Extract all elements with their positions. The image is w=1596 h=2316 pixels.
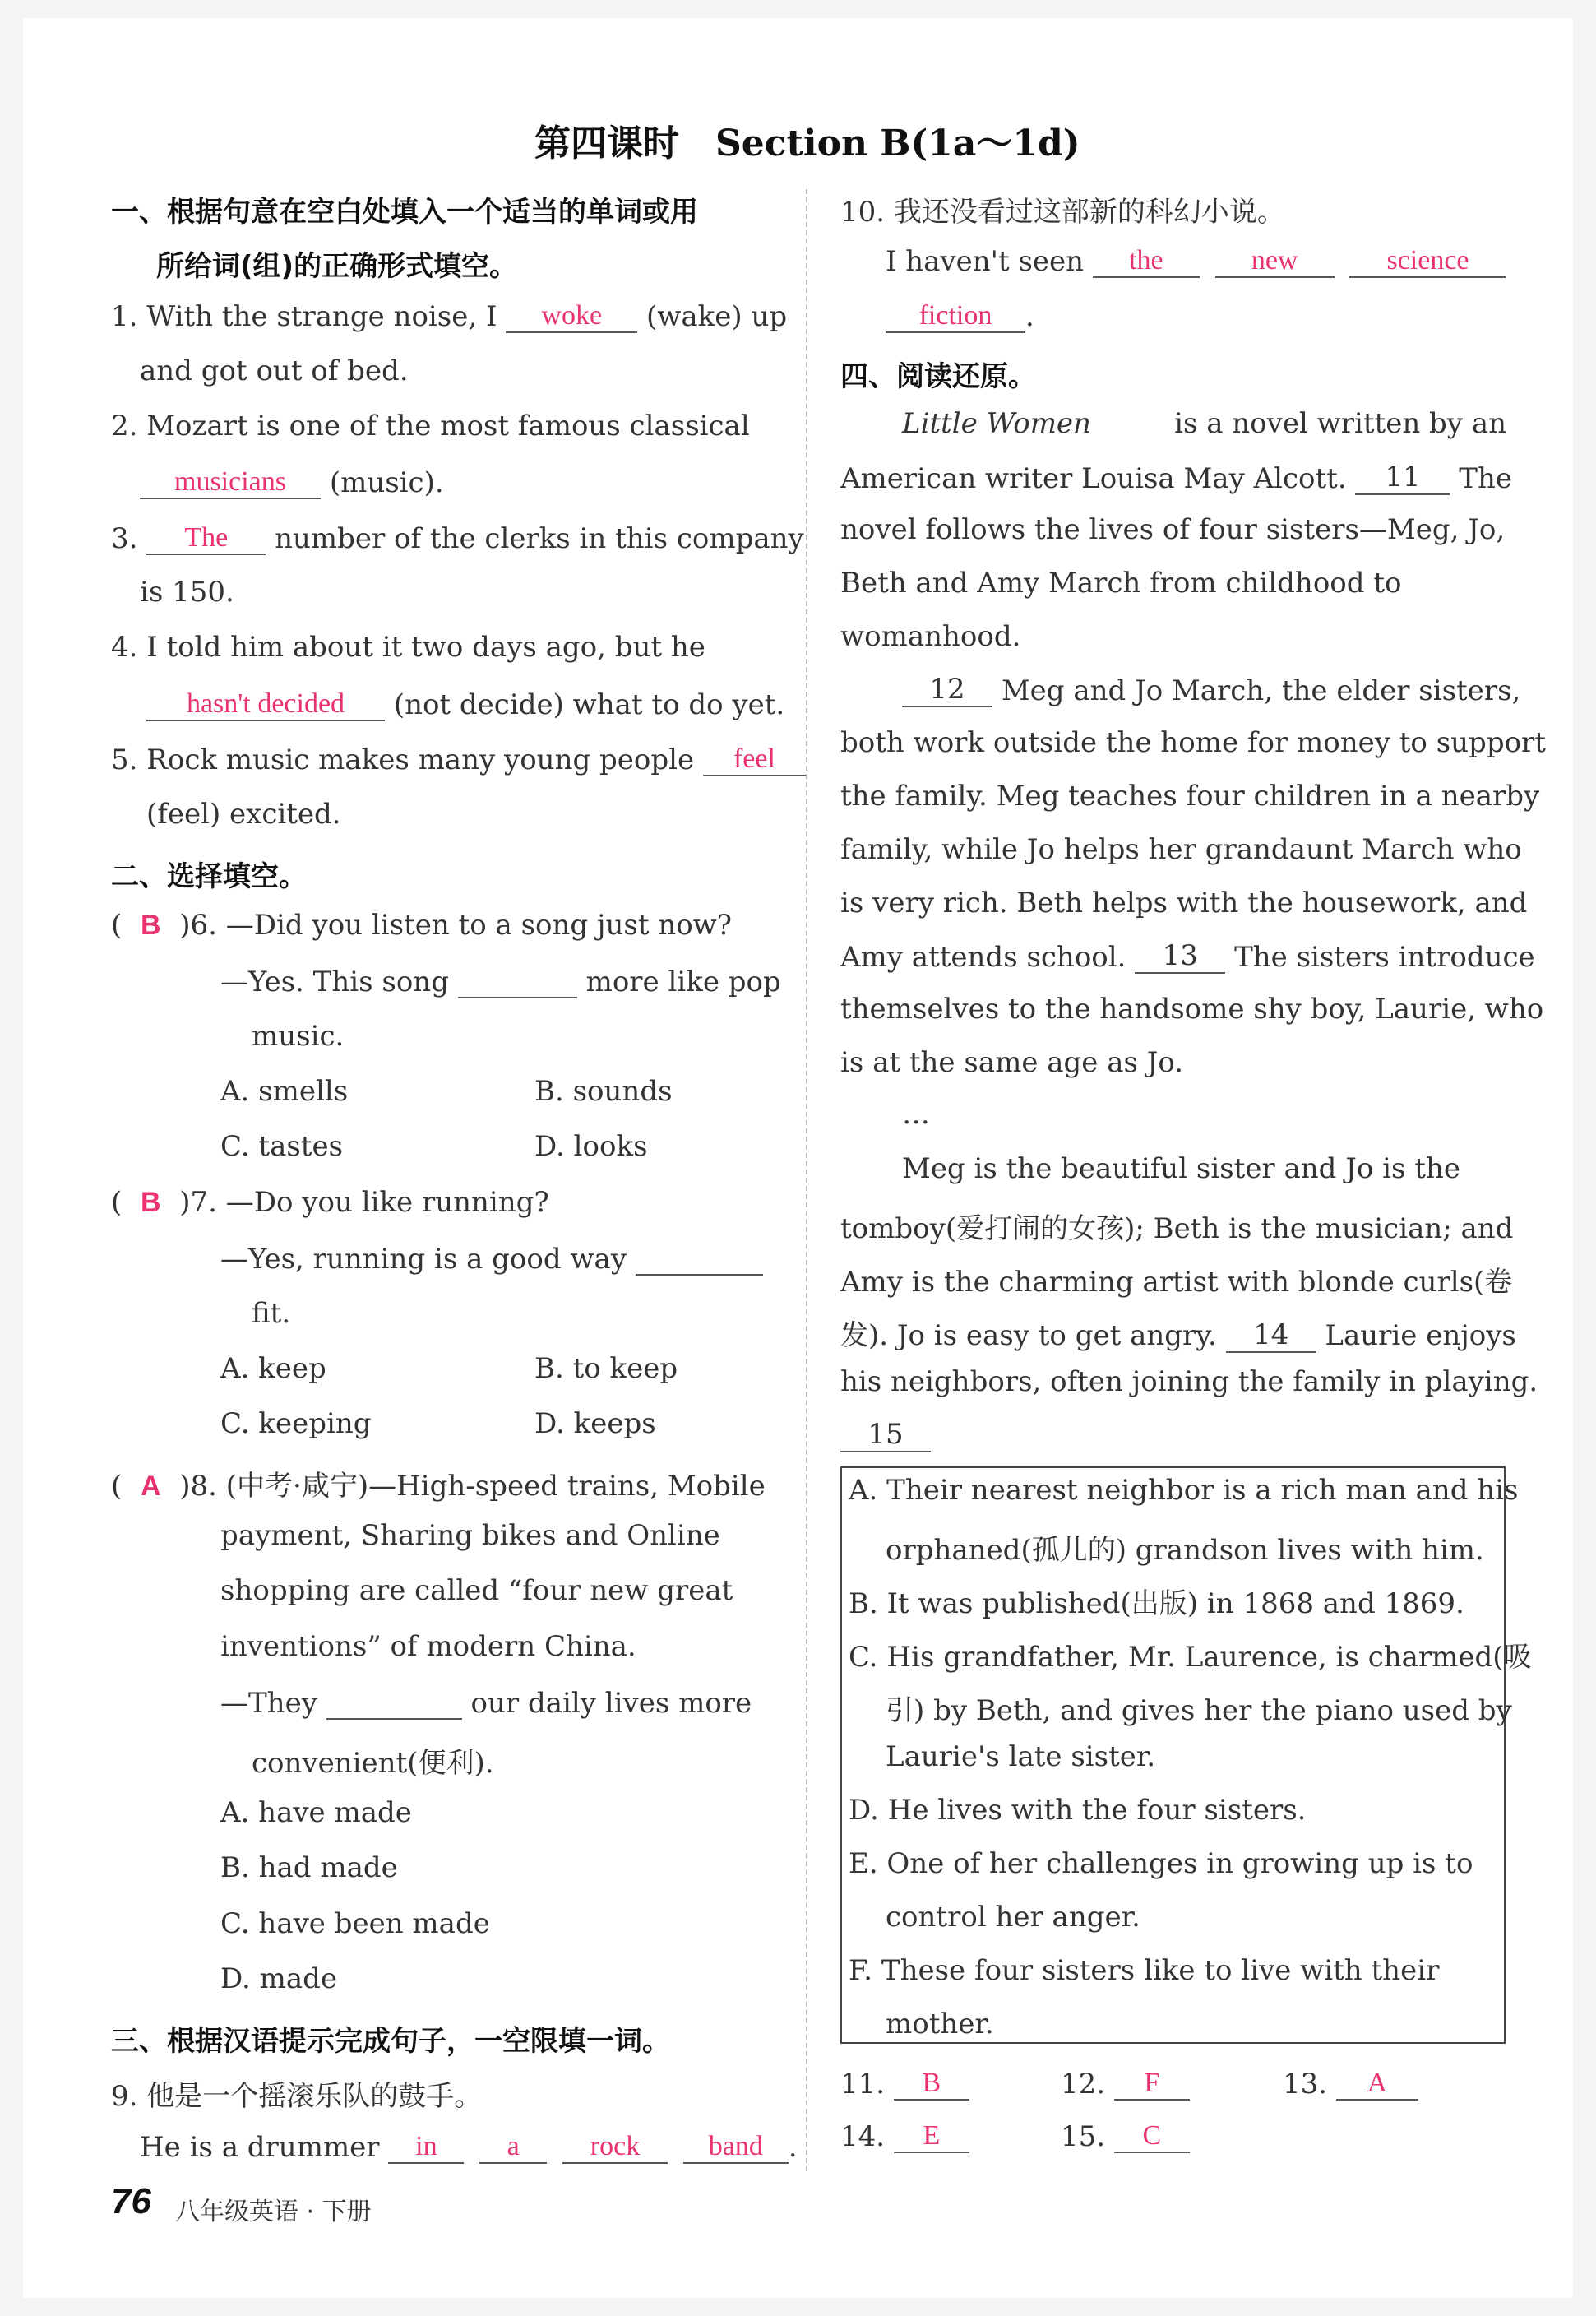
option-d[interactable]: D. He lives with the four sisters. xyxy=(849,1794,1307,1827)
option-b[interactable]: B. It was published(出版) in 1868 and 1869. xyxy=(849,1587,1464,1620)
passage-line-7: both work outside the home for money to support xyxy=(840,726,1546,759)
column-divider xyxy=(806,189,807,2171)
q10-chinese: 10. 我还没看过这部新的科幻小说。 xyxy=(840,196,1285,229)
q8-answer[interactable]: A xyxy=(140,1471,161,1502)
q6-option-a[interactable]: A. smells xyxy=(220,1075,349,1108)
q8-text-6: our daily lives more xyxy=(470,1687,752,1720)
q2-line-2 xyxy=(140,465,444,499)
q7-line-2 xyxy=(220,1241,763,1276)
blank-13[interactable] xyxy=(1135,939,1225,974)
q10-blank-4[interactable] xyxy=(886,299,1025,333)
passage-line-6 xyxy=(902,673,1520,707)
q10-answer-4: fiction xyxy=(918,300,992,331)
section1-heading-2: 所给词(组)的正确形式填空。 xyxy=(156,250,518,283)
blank-12[interactable] xyxy=(902,673,992,707)
q9-answer-2: a xyxy=(507,2131,520,2161)
q6-line: ( B )6. —Did you listen to a song just now? xyxy=(111,909,733,942)
q1-answer: woke xyxy=(541,300,603,331)
passage-line-1 xyxy=(902,407,1506,440)
q1-hint: (wake) up xyxy=(646,300,788,333)
answer-14 xyxy=(840,2119,969,2153)
q9-line xyxy=(140,2129,798,2164)
answer-15-blank[interactable] xyxy=(1114,2119,1190,2153)
passage-line-17 xyxy=(840,1313,1516,1353)
q9-blank-3[interactable] xyxy=(562,2129,668,2164)
q6-text-2: —Yes. This song xyxy=(220,966,449,998)
q1-text: 1. With the strange noise, I xyxy=(111,300,497,333)
passage-ellipsis: … xyxy=(902,1098,930,1131)
answer-13 xyxy=(1283,2066,1418,2101)
answer-13-blank[interactable] xyxy=(1336,2066,1418,2101)
q7-text-2: —Yes, running is a good way xyxy=(220,1243,627,1276)
q10-answer-3: science xyxy=(1386,245,1469,276)
q3-text: number of the clerks in this company xyxy=(275,522,804,555)
q3-line xyxy=(111,521,804,555)
section1-heading: 一、根据句意在空白处填入一个适当的单词或用 xyxy=(111,196,698,229)
q9-text: He is a drummer xyxy=(140,2131,380,2164)
q5-blank[interactable] xyxy=(703,742,806,776)
answer-12-blank[interactable] xyxy=(1114,2066,1190,2101)
answer-14-blank[interactable] xyxy=(894,2119,969,2153)
q10-period: . xyxy=(1025,300,1034,333)
passage-line-8: the family. Meg teaches four children in a nearby xyxy=(840,780,1540,813)
passage-line-14: Meg is the beautiful sister and Jo is the xyxy=(902,1152,1460,1185)
blank-11[interactable] xyxy=(1355,461,1450,495)
q5-text: 5. Rock music makes many young people xyxy=(111,743,695,776)
q9-answer-4: band xyxy=(708,2131,763,2161)
q10-line-2 xyxy=(886,299,1034,333)
book-title: Little Women xyxy=(902,407,1091,440)
passage-line-18: his neighbors, often joining the family in playing. xyxy=(840,1365,1538,1398)
answer-11-blank[interactable] xyxy=(894,2066,969,2101)
blank-14[interactable] xyxy=(1226,1318,1316,1353)
passage-line-12: themselves to the handsome shy boy, Laurie, who xyxy=(840,993,1544,1026)
q1-line-2: and got out of bed. xyxy=(140,354,409,387)
q9-answer-3: rock xyxy=(590,2131,641,2161)
q9-period: . xyxy=(788,2131,798,2164)
q10-blank-3[interactable] xyxy=(1349,243,1506,278)
passage-text-6: Meg and Jo March, the elder sisters, xyxy=(1001,674,1521,707)
option-e[interactable]: E. One of her challenges in growing up is to xyxy=(849,1847,1473,1880)
passage-line-9: family, while Jo helps her grandaunt March who xyxy=(840,833,1522,866)
q4-hint: (not decide) what to do yet. xyxy=(393,688,785,721)
section2-heading: 二、选择填空。 xyxy=(111,860,307,893)
q10-text: I haven't seen xyxy=(886,245,1085,278)
passage-line-2 xyxy=(840,461,1512,495)
answer-13-value: A xyxy=(1367,2068,1388,2098)
q4-answer: hasn't decided xyxy=(186,688,345,719)
q1-blank[interactable] xyxy=(506,299,637,333)
answer-14-value: E xyxy=(923,2120,941,2151)
answer-15-num: 15. xyxy=(1061,2120,1106,2153)
q7-text: )7. —Do you like running? xyxy=(179,1186,549,1219)
q8-blank[interactable] xyxy=(326,1685,462,1720)
q6-option-b[interactable]: B. sounds xyxy=(534,1075,673,1108)
q5-line-2: (feel) excited. xyxy=(146,798,341,831)
q4-line-2 xyxy=(146,687,784,721)
q7-line-3: fit. xyxy=(252,1297,291,1330)
blank-15-label: 15 xyxy=(867,1418,904,1451)
q6-text: )6. —Did you listen to a song just now? xyxy=(179,909,733,942)
q10-blank-1[interactable] xyxy=(1093,243,1200,278)
q3-answer: The xyxy=(184,522,229,553)
answer-11 xyxy=(840,2066,969,2101)
q7-option-a[interactable]: A. keep xyxy=(220,1352,326,1385)
blank-13-label: 13 xyxy=(1162,939,1198,972)
option-c-cont: 引) by Beth, and gives her the piano used by xyxy=(886,1694,1512,1727)
q7-option-b[interactable]: B. to keep xyxy=(534,1352,678,1385)
answer-12-value: F xyxy=(1144,2068,1160,2098)
q8-option-b[interactable]: B. had made xyxy=(220,1851,398,1884)
option-c[interactable]: C. His grandfather, Mr. Laurence, is charmed(吸 xyxy=(849,1641,1532,1674)
q7-answer[interactable]: B xyxy=(140,1187,161,1218)
q6-option-c[interactable]: C. tastes xyxy=(220,1130,344,1163)
answer-15-value: C xyxy=(1142,2120,1162,2151)
q9-answer-1: in xyxy=(415,2131,437,2161)
q6-text-3: more like pop xyxy=(585,966,781,998)
q10-blank-2[interactable] xyxy=(1215,243,1335,278)
passage-line-4: Beth and Amy March from childhood to xyxy=(840,567,1402,600)
passage-line-3: novel follows the lives of four sisters—Meg, Jo, xyxy=(840,513,1506,546)
q3-num: 3. xyxy=(111,522,138,555)
q8-line-3: shopping are called “four new great xyxy=(220,1574,733,1607)
passage-line-11 xyxy=(840,939,1535,974)
q8-text-5: —They xyxy=(220,1687,317,1720)
q3-blank[interactable] xyxy=(146,521,266,555)
answer-11-value: B xyxy=(922,2068,941,2098)
passage-text-17: 发). Jo is easy to get angry. xyxy=(840,1319,1217,1352)
page-title: 第四课时 Section B(1a～1d) xyxy=(534,123,1080,164)
blank-12-label: 12 xyxy=(929,673,965,706)
blank-11-label: 11 xyxy=(1385,461,1421,493)
q8-line-4: inventions” of modern China. xyxy=(220,1630,636,1663)
option-e-cont: control her anger. xyxy=(886,1901,1140,1934)
option-a[interactable]: A. Their nearest neighbor is a rich man and his xyxy=(849,1474,1519,1507)
q8-option-a[interactable]: A. have made xyxy=(220,1796,412,1829)
passage-text-1: is a novel written by an xyxy=(1174,407,1506,440)
answer-15 xyxy=(1061,2119,1190,2153)
option-f-cont: mother. xyxy=(886,2008,994,2040)
answer-13-num: 13. xyxy=(1283,2068,1328,2101)
answer-11-num: 11. xyxy=(840,2068,886,2101)
q7-option-c[interactable]: C. keeping xyxy=(220,1407,372,1440)
q9-blank-4[interactable] xyxy=(683,2129,789,2164)
passage-text-3: The xyxy=(1459,462,1512,495)
page-number: 76 xyxy=(111,2181,151,2221)
passage-line-16: Amy is the charming artist with blonde curls(卷 xyxy=(840,1266,1513,1299)
book-name: 八年级英语 · 下册 xyxy=(175,2198,372,2226)
passage-line-13: is at the same age as Jo. xyxy=(840,1046,1184,1079)
q2-line xyxy=(111,410,750,442)
q9-blank-2[interactable] xyxy=(479,2129,547,2164)
answer-12-num: 12. xyxy=(1061,2068,1106,2101)
q9-blank-1[interactable] xyxy=(388,2129,464,2164)
section4-heading: 四、阅读还原。 xyxy=(840,360,1036,393)
q5-answer: feel xyxy=(733,743,775,774)
q10-line xyxy=(886,243,1506,278)
q1-line xyxy=(111,299,787,333)
q6-line-3: music. xyxy=(252,1020,345,1053)
passage-text-2: American writer Louisa May Alcott. xyxy=(840,462,1347,495)
passage-text-18: Laurie enjoys xyxy=(1325,1319,1516,1352)
q8-option-c[interactable]: C. have been made xyxy=(220,1907,490,1940)
q2-blank[interactable] xyxy=(140,465,321,499)
q4-blank[interactable] xyxy=(146,687,385,721)
section3-heading: 三、根据汉语提示完成句子，一空限填一词。 xyxy=(111,2025,670,2058)
passage-text-12: The sisters introduce xyxy=(1234,941,1535,974)
passage-line-15: tomboy(爱打闹的女孩); Beth is the musician; and xyxy=(840,1212,1514,1245)
q3-line-2: is 150. xyxy=(140,576,234,609)
q8-text: )8. (中考·咸宁)—High-speed trains, Mobile xyxy=(179,1470,766,1503)
answer-14-num: 14. xyxy=(840,2120,886,2153)
q4-line: 4. I told him about it two days ago, but he xyxy=(111,631,705,664)
q7-option-d[interactable]: D. keeps xyxy=(534,1407,656,1440)
passage-line-10: is very rich. Beth helps with the housework, and xyxy=(840,887,1528,919)
q8-option-d[interactable]: D. made xyxy=(220,1962,338,1995)
passage-line-19 xyxy=(840,1418,931,1452)
passage-line-5: womanhood. xyxy=(840,620,1021,653)
q2-text: 2. Mozart is one of the most famous classical xyxy=(111,410,750,442)
q9-chinese: 9. 他是一个摇滚乐队的鼓手。 xyxy=(111,2080,483,2113)
q10-answer-2: new xyxy=(1251,245,1298,276)
q7-blank[interactable] xyxy=(636,1241,763,1276)
option-a-cont: orphaned(孤儿的) grandson lives with him. xyxy=(886,1534,1484,1567)
q2-hint: (music). xyxy=(329,466,444,499)
q10-answer-1: the xyxy=(1129,245,1163,276)
q6-line-2 xyxy=(220,964,781,998)
q6-blank[interactable] xyxy=(458,964,577,998)
option-c-cont-2: Laurie's late sister. xyxy=(886,1740,1156,1773)
q5-line xyxy=(111,742,806,776)
answer-12 xyxy=(1061,2066,1190,2101)
q6-answer[interactable]: B xyxy=(140,910,161,941)
q8-line-2: payment, Sharing bikes and Online xyxy=(220,1519,720,1552)
q6-option-d[interactable]: D. looks xyxy=(534,1130,648,1163)
blank-14-label: 14 xyxy=(1252,1318,1289,1351)
q8-line-5 xyxy=(220,1685,752,1720)
q7-line: ( B )7. —Do you like running? xyxy=(111,1186,549,1219)
q8-line-6: convenient(便利). xyxy=(252,1747,494,1780)
q2-answer: musicians xyxy=(174,466,286,497)
option-f[interactable]: F. These four sisters like to live with their xyxy=(849,1954,1440,1987)
q8-line: ( A )8. (中考·咸宁)—High-speed trains, Mobile xyxy=(111,1470,766,1503)
blank-15[interactable] xyxy=(840,1418,931,1452)
passage-text-11: Amy attends school. xyxy=(840,941,1126,974)
